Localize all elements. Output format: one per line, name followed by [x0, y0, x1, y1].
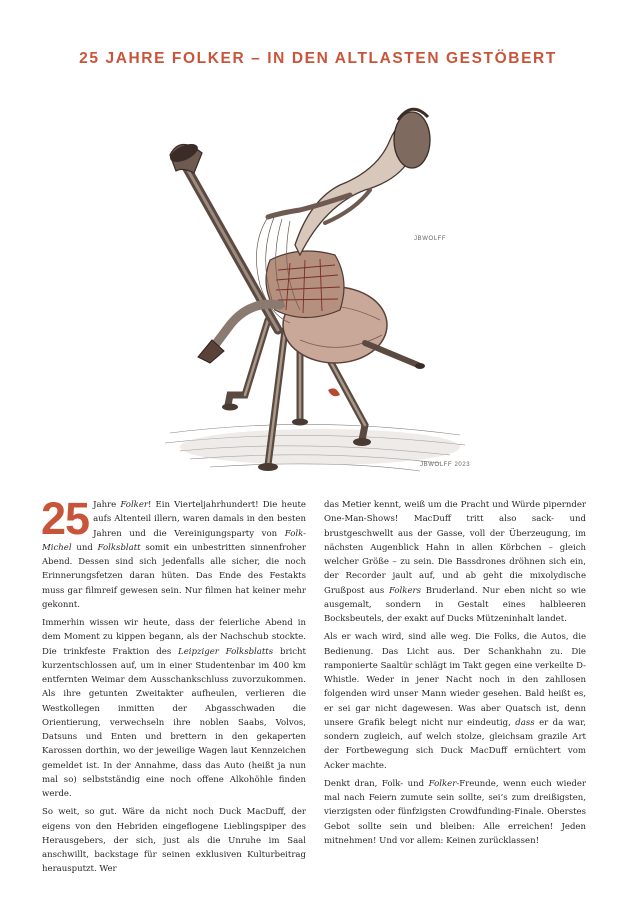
artist-signature: JBWOLFF: [414, 236, 447, 242]
page-title: 25 JAHRE FOLKER – IN DEN ALTLASTEN GESTÖBERT: [79, 50, 557, 67]
bagpipe-creature-illustration: [150, 95, 475, 485]
drop-cap: 25: [41, 493, 90, 544]
article-paragraph: So weit, so gut. Wäre da nicht noch Duck MacDuff, der eigens von den Hebriden eingeflogene Lieblingspiper des Herausgebers, der sich, just als die Unruhe im Saal anschwillt, backstage für seinen exklusiven Kulturbeitrag herausputzt. Wer: [42, 807, 306, 875]
article-column-right: [324, 498, 586, 852]
article-paragraph: 25 Jahre Folker! Ein Vierteljahrhundert! Die heute aufs Altenteil illern, waren damals in den besten Jahren und die Vereinigungsparty von Folk-Michel und Folksblatt somit ein unbestritten sinnenfroher Abend. Dessen sind sich jedenfalls alle sicher, die noch Erinnerungsfetzen daran hüten. Das Ende des Festakts muss gar filmreif gewesen sein. Nur filmen hat keiner mehr gekonnt.: [41, 493, 306, 610]
artist-signature-dated: JBWOLFF 2023: [420, 462, 471, 468]
article-paragraph: Als er wach wird, sind alle weg. Die Folks, die Autos, die Bedienung. Das Licht aus. Der Schankhahn zu. Die ramponierte Saaltür schlägt im Takt gegen eine verkeilte D-Whistle. Weder in jener Nacht noch in den zahllosen folgenden wird unser Mann wieder gesehen. Bald heißt es, er sei gar nicht dagewesen. Was aber Quatsch ist, denn unsere Grafik belegt nicht nur eindeutig, dass er da war, sondern zugleich, auf welch stolze, gleichsam grazile Art der Fortbewegung sich Duck MacDuff ernüchtert vom Acker machte.: [324, 632, 586, 771]
article-paragraph: Denkt dran, Folk- und Folker-Freunde, wenn euch wieder mal nach Feiern zumute sein sollte, sei’s zum dreißigsten, vierzigsten oder fünfzigsten Crowdfunding-Finale. Oberstes Gebot sollte sein und bleiben: Alle erreichen! Jeden mitnehmen! Und vor allem: Keinen zurücklassen!: [324, 778, 587, 846]
article-paragraph: das Metier kennt, weiß um die Pracht und Würde pipernder One-Man-Shows! MacDuff tritt also sack- und brustgeschwellt aus der Gasse, voll der Überzeugung, im nächsten Augenblick Hahn in allen Körbchen – gleich welcher Größe – zu sein. Die Bassdrones dröhnen sich ein, der Recorder jault auf, und ab geht die mixolydische Grußpost aus Folkers Bruderland. Nur eben nicht so wie ausgemalt, sondern in Gestalt eines halbleeren Bocksbeutels, der exakt auf Ducks Mützeninhalt landet.: [324, 500, 586, 624]
article-column-left: [41, 493, 306, 881]
article-paragraph: Immerhin wissen wir heute, dass der feierliche Abend in dem Moment zu kippen begann, als der Nachschub stockte. Die trinkfeste Fraktion des Leipziger Folksblatts bricht kurzentschlossen auf, um in einer Studentenbar im 400 km entfernten Weimar dem Ausschankschluss zuvorzukommen. Als ihre getunten Zweitakter aufheulen, verlieren die Westkollegen inmitten der Abgasschwaden die Orientierung, verwechseln ihre noblen Saabs, Volvos, Datsuns und Enten und brettern in den gekaperten Karossen dorthin, wo der jeweilige Wagen laut Kennzeichen gemeldet ist. In der Annahme, dass das Auto (heißt ja nun mal so) selbstständig eine noch offene Alkohöhle finden werde.: [42, 618, 306, 799]
